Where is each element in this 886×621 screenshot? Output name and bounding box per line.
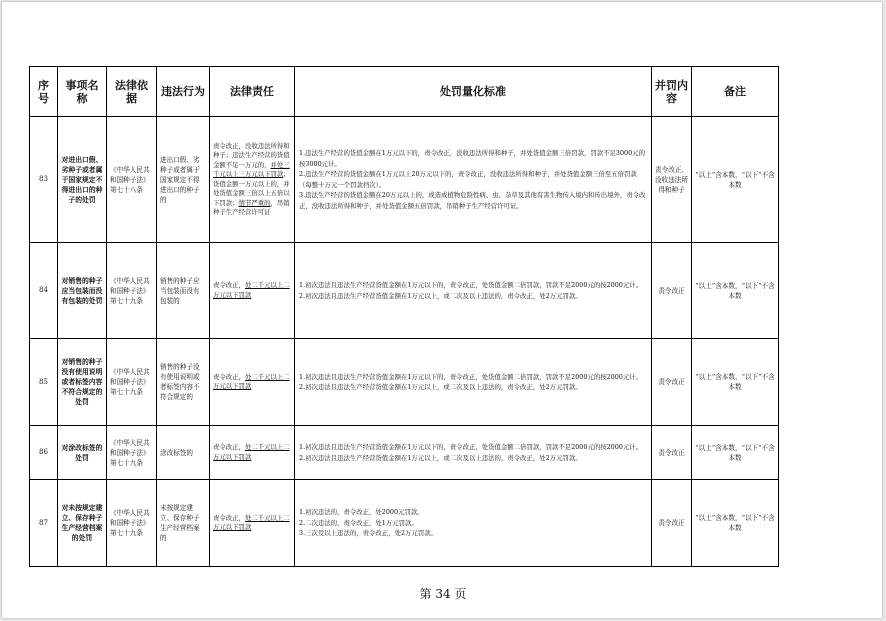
header-act: 违法行为 [157,67,210,117]
std-item: 2.初次违法且违法生产经营货值金额在1万元以上，或二次及以上违法的，责令改正，处2万元罚款。 [299,383,582,391]
resp-text: 责令改正， [213,513,245,522]
row-name: 对未按规定建立、保存种子生产经营档案的处罚 [58,480,107,567]
resp-text: 责令改正， [213,281,245,289]
row-no: 85 [30,339,58,426]
table-header-row [30,67,779,117]
table-row [30,426,779,480]
table-row [30,243,779,339]
resp-underlined: 并处三千元以上三万元以下罚款 [213,160,290,178]
row-no: 86 [30,426,58,480]
row-act: 进出口假、劣种子或者属于国家规定不得进出口的种子的 [157,117,210,243]
row-joint: 责令改正 [652,339,692,426]
resp-underlined: 处二千元以上二万元以下罚款 [213,443,290,461]
std-item: 2.初次违法且违法生产经营货值金额在1万元以上，或二次及以上违法的，责令改正，处2万元罚款。 [299,453,582,462]
header-basis: 法律依据 [107,67,157,117]
std-item: 1.初次违法且违法生产经营货值金额在1万元以下的，责令改正，处货值金额二倍罚款，罚款不足2000元的按2000元计。 [299,372,643,381]
row-act: 未按规定建立、保存种子生产经营档案的 [157,480,210,567]
resp-underlined: 情节严重的 [238,198,271,207]
std-item: 3.三次及以上违法的，责令改正，处2万元罚款。 [299,529,437,538]
std-item: 1.初次违法且违法生产经营货值金额在1万元以下的，责令改正，处货值金额二倍罚款，罚款不足2000元的按2000元计。 [299,281,643,289]
table-row [30,339,779,426]
row-std [295,117,652,243]
std-item: 3.违法生产经营的货值金额在20万元以上的，或造成植物危险性病、虫、杂草及其他有害生物传入境内和传出境外，责令改正，没收违法所得和种子，并处货值金额五倍罚款，吊销种子生产经营许可证。 [299,191,646,210]
header-note: 备注 [692,67,779,117]
row-name: 对销售的种子应当包装而没有包装的处罚 [58,243,107,339]
header-no: 序号 [30,67,58,117]
row-joint: 责令改正 [652,243,692,339]
document-page [2,2,882,618]
row-act: 销售的种子没有使用说明或者标签内容不符合规定的 [157,339,210,426]
table-row [30,480,779,567]
row-name: 对进出口假、劣种子或者属于国家规定不得进出口的种子的处罚 [58,117,107,243]
std-item: 2.初次违法且违法生产经营货值金额在1万元以上，或二次及以上违法的，责令改正，处2万元罚款。 [299,291,582,300]
resp-text: 责令改正， [213,443,245,451]
row-note: “以上”含本数，“以下”不含本数 [692,426,779,480]
row-no: 87 [30,480,58,567]
header-resp: 法律责任 [210,67,295,117]
row-name: 对销售的种子没有使用说明或者标签内容不符合规定的处罚 [58,339,107,426]
row-std [295,480,652,567]
row-note: “以上”含本数，“以下”不含本数 [692,339,779,426]
resp-text: ，吊销种子生产经营许可证 [213,198,290,216]
row-name: 对涂改标签的处罚 [58,426,107,480]
header-name: 事项名称 [58,67,107,117]
row-no: 83 [30,117,58,243]
row-std [295,339,652,426]
header-std: 处罚量化标准 [295,67,652,117]
row-joint: 责令改正 [652,480,692,567]
std-item: 2.二次违法的，责令改正，处1万元罚款。 [299,518,418,527]
row-basis: 《中华人民共和国种子法》第七十九条 [107,480,157,567]
row-basis: 《中华人民共和国种子法》第七十九条 [107,339,157,426]
resp-underlined: 处二千元以上二万元以下罚款 [213,513,290,531]
row-resp [210,117,295,243]
resp-underlined: 处二千元以上二万元以下罚款 [213,281,290,299]
resp-underlined: 处二千元以上二万元以下罚款 [213,372,290,390]
row-basis: 《中华人民共和国种子法》第七十八条 [107,117,157,243]
row-joint: 责令改正、没收违法所得和种子 [652,117,692,243]
row-note: “以上”含本数，“以下”不含本数 [692,117,779,243]
table-row [30,117,779,243]
header-joint: 并罚内容 [652,67,692,117]
resp-text: ；货值金额一万元以上的，并处货值金额三倍以上五倍以下罚款； [213,170,290,207]
row-no: 84 [30,243,58,339]
row-resp [210,480,295,567]
row-resp [210,243,295,339]
row-joint: 责令改正 [652,426,692,480]
penalty-table [29,66,779,567]
row-std [295,243,652,339]
page-number: 第 34 页 [419,587,467,601]
row-resp [210,426,295,480]
std-item: 2.违法生产经营的货值金额在1万元以上20万元以下的，责令改正，没收违法所得和种子，并处货值金额三倍至五倍罚款（每整十万元一个罚款档次）。 [299,170,637,189]
row-basis: 《中华人民共和国种子法》第七十九条 [107,243,157,339]
row-std [295,426,652,480]
resp-text: 责令改正，没收违法所得和种子；违法生产经营的货值金额不足一万元的， [213,141,290,169]
std-item: 1.初次违法的，责令改正，处2000元罚款。 [299,508,424,517]
row-note: “以上”含本数，“以下”不含本数 [692,243,779,339]
std-item: 1.初次违法且违法生产经营货值金额在1万元以下的，责令改正，处货值金额二倍罚款，罚款不足2000元的按2000元计。 [299,443,643,451]
row-basis: 《中华人民共和国种子法》第七十九条 [107,426,157,480]
row-resp [210,339,295,426]
std-item: 1.违法生产经营的货值金额在1万元以下的，责令改正，没收违法所得和种子，并处货值金额三倍罚款，罚款不足3000元的按3000元计。 [299,149,645,168]
row-act: 销售的种子应当包装而没有包装的 [157,243,210,339]
row-act: 涂改标签的 [157,426,210,480]
resp-text: 责令改正， [213,372,245,381]
row-note: “以上”含本数，“以下”不含本数 [692,480,779,567]
